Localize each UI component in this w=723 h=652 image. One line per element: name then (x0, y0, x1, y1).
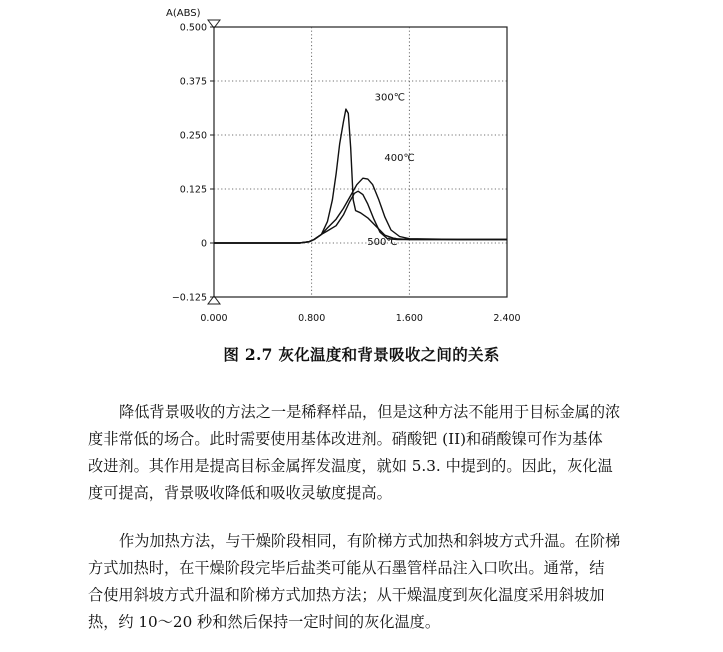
paragraph-2 (88, 528, 698, 636)
paragraph-line: 度可提高，背景吸收降低和吸收灵敏度提高。 (88, 484, 392, 502)
series-label-2: 400℃ (384, 152, 415, 164)
plot-frame (214, 27, 507, 297)
y-tick-label: 0 (200, 238, 207, 250)
y-tick-label: 0.250 (179, 130, 207, 142)
paragraph-line: 度非常低的场合。此时需要使用基体改进剂。硝酸钯 (II)和硝酸镍可作为基体 (88, 430, 603, 448)
series-line-3 (214, 191, 507, 243)
paragraph-1 (88, 399, 698, 507)
x-tick-label: 0.000 (200, 313, 228, 324)
series-line-2 (214, 178, 507, 243)
paragraph-line: 热，约 10～20 秒和然后保持一定时间的灰化温度。 (88, 613, 441, 631)
series-line-1 (214, 109, 507, 243)
paragraph-line: 改进剂。其作用是提高目标金属挥发温度，就如 5.3. 中提到的。因此，灰化温 (88, 457, 613, 475)
paragraph-line: 降低背景吸收的方法之一是稀释样品，但是这种方法不能用于目标金属的浓 (119, 403, 621, 421)
series-label-1: 300℃ (374, 92, 405, 104)
y-tick-label: 0.375 (179, 76, 207, 88)
paragraph-line: 作为加热方法，与干燥阶段相同，有阶梯方式加热和斜坡方式升温。在阶梯 (119, 532, 621, 550)
y-axis-label: A(ABS) (166, 8, 201, 19)
y-tick-label: 0.125 (179, 184, 207, 196)
paragraph-line: 合使用斜坡方式升温和阶梯方式加热方法；从干燥温度到灰化温度采用斜坡加 (88, 586, 605, 604)
paragraph-line: 方式加热时，在干燥阶段完毕后盐类可能从石墨管样品注入口吹出。通常，结 (88, 559, 605, 577)
y-tick-label: 0.500 (179, 22, 207, 34)
x-tick-label: 0.800 (298, 313, 326, 324)
x-tick-label: 1.600 (395, 313, 423, 324)
x-tick-label: 2.400 (493, 313, 521, 324)
series-label-3: 500℃ (367, 237, 398, 249)
figure-caption: 图 2.7 灰化温度和背景吸收之间的关系 (223, 345, 500, 364)
y-tick-label: −0.125 (171, 292, 207, 304)
